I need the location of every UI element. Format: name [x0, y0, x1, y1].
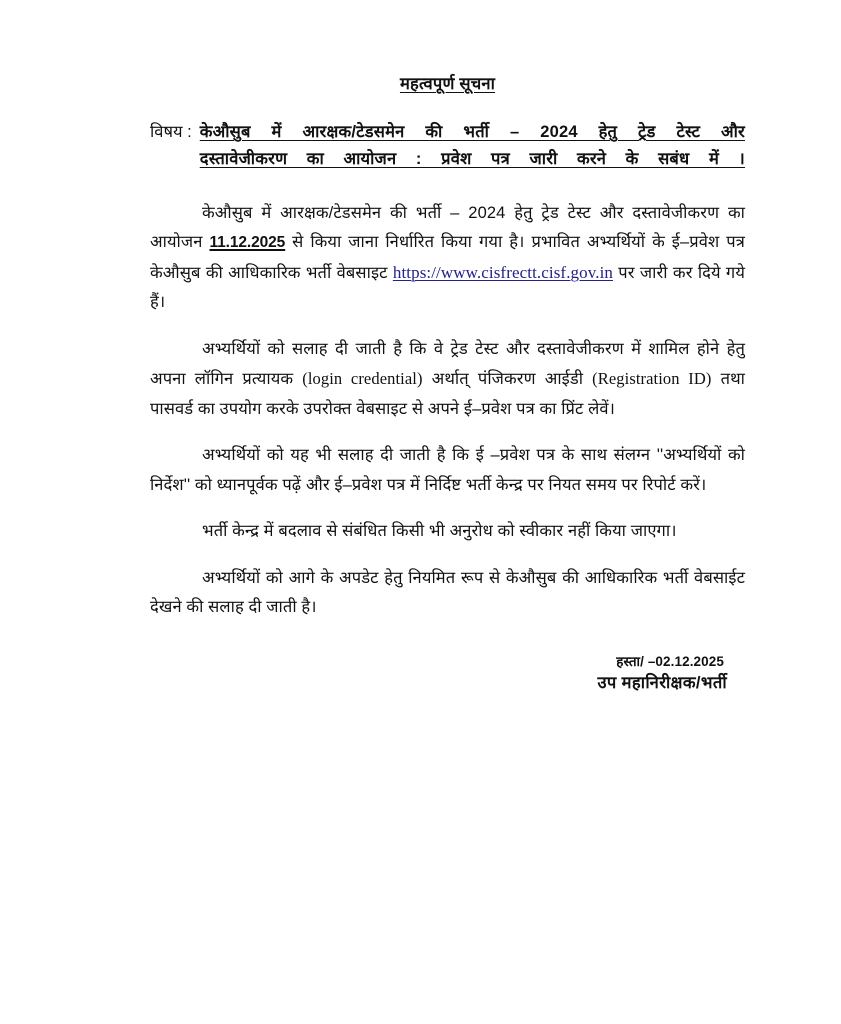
exam-date-highlight: 11.12.2025: [209, 234, 286, 252]
subject-block: [150, 119, 745, 172]
paragraph-2-part-3: तथा पासवर्ड का उपयोग करके उपरोक्त वेबसाइट से अपने ई–प्रवेश पत्र का प्रिंट लेवें।: [150, 370, 745, 418]
signature-block: [150, 653, 745, 696]
paragraph-4: भर्ती केन्द्र में बदलाव से संबंधित किसी भी अनुरोध को स्वीकार नहीं किया जाएगा।: [202, 522, 677, 541]
recruitment-website-link[interactable]: https://www.cisfrectt.cisf.gov.in: [392, 262, 614, 282]
subject-line-2: दस्तावेजीकरण का आयोजन : प्रवेश पत्र जारी करने के सबंध में ।: [199, 149, 745, 168]
paragraph-1-part-1: केऔसुब में आरक्षक/टेडसमेन की भर्ती – 2024 हेतु ट्रेड टेस्ट और दस्तावेजीकरण का आयोजन: [150, 203, 745, 252]
subject-line-1: केऔसुब में आरक्षक/टेडसमेन की भर्ती – 2024 हेतु ट्रेड टेस्ट और: [199, 123, 745, 142]
paragraph-2-part-1: अभ्यर्थियों को सलाह दी जाती है कि वे ट्रेड टेस्ट और दस्तावेजीकरण में शामिल होने हेतु अपना लॉगिन प्रत्यायक: [150, 339, 745, 389]
paragraph-5: अभ्यर्थियों को आगे के अपडेट हेतु नियमित रूप से केऔसुब की आधिकारिक भर्ती वेबसाईट देखने की सलाह दी जाती है।: [150, 568, 745, 617]
registration-id-term: (Registration ID): [592, 369, 712, 389]
paragraph-3: अभ्यर्थियों को यह भी सलाह दी जाती है कि ई –प्रवेश पत्र के साथ संलग्न ''अभ्यर्थियों को निर्देश'' को ध्यानपूर्वक पढ़ें और ई–प्रवेश पत्र में निर्दिष्ट भर्ती केन्द्र पर नियत समय पर रिपोर्ट करें।: [150, 446, 745, 494]
page-title: [150, 0, 745, 95]
paragraph-1-part-3: पर जारी कर दिये गये हैं।: [150, 263, 745, 312]
paragraph-1-part-2: से किया जाना निर्धारित किया गया है। प्रभावित अभ्यर्थियों के ई–प्रवेश पत्र केऔसुब की आधिकारिक भर्ती वेबसाइट: [150, 233, 745, 282]
signature-designation: उप महानिरीक्षक/भर्ती: [597, 673, 727, 692]
subject-label: विषय :: [150, 123, 192, 142]
document-content: [150, 0, 745, 696]
paragraph-2: [150, 335, 745, 425]
paragraph-2-part-2: अर्थात् पंजिकरण आईडी: [422, 370, 593, 389]
paragraph-1: [150, 199, 745, 318]
login-credential-term: (login credential): [302, 369, 423, 389]
page-title-text: महत्वपूर्ण सूचना: [399, 75, 496, 93]
subject-text: [200, 119, 745, 172]
signature-date: हस्ता/ –02.12.2025: [616, 653, 724, 669]
